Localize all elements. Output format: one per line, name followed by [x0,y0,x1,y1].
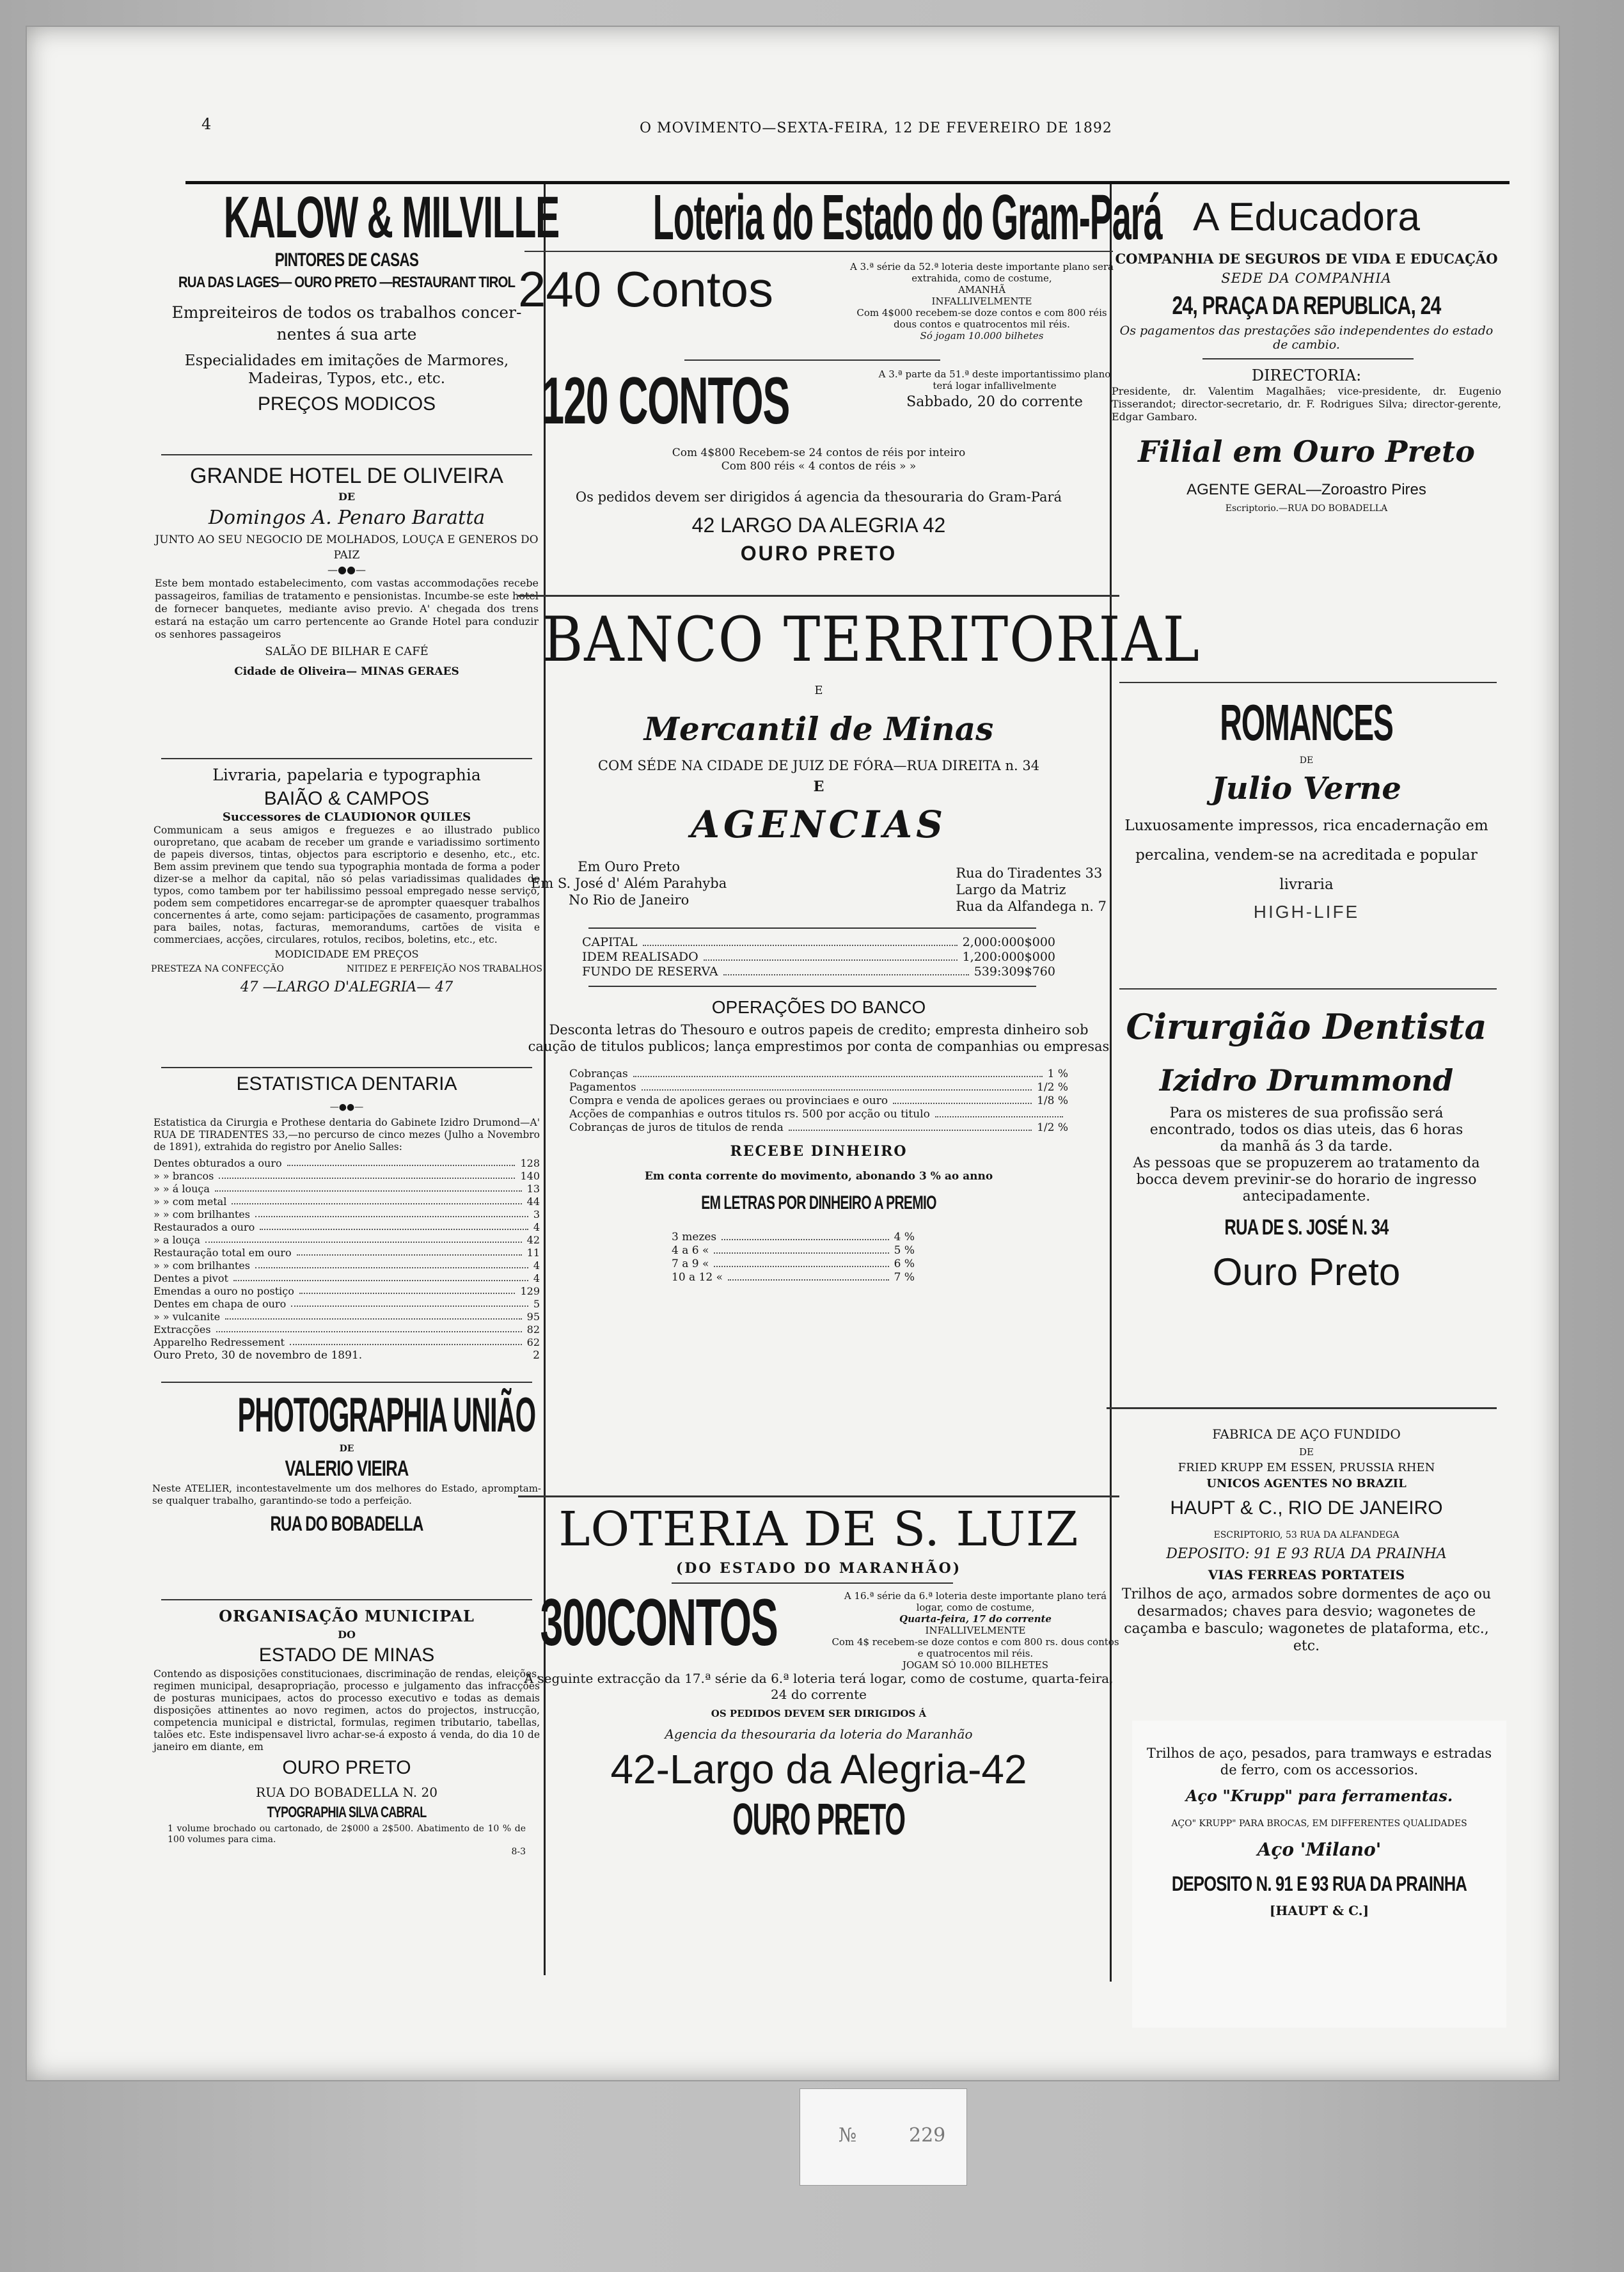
educadora-address: 24, PRAÇA DA REPUBLICA, 24 [1172,292,1441,320]
estatistica-label: » » com brilhantes [154,1208,250,1220]
estatistica-label: Emendas a ouro no postiço [154,1285,294,1297]
banco-agency-city-3: No Rio de Janeiro [568,892,690,908]
banco-ad [512,601,1201,1284]
krupp-line-11: Aço 'Milano' [1257,1839,1382,1860]
sao-luiz-city: OURO PRETO [732,1794,905,1844]
estatistica-label: Restaurados a ouro [154,1221,255,1233]
banco-operations-title: OPERAÇÕES DO BANCO [711,997,926,1017]
sao-luiz-address: 42-Largo da Alegria-42 [610,1746,1027,1792]
krupp-line-3: FRIED KRUPP EM ESSEN, PRUSSIA RHEN [1178,1461,1435,1474]
estatistica-date-row [148,1349,545,1362]
gram-para-240-line-1: A 3.ª série da 52.ª loteria deste importante plano será extrahida, como de costume, [850,261,1114,284]
krupp-body-2: Trilhos de aço, pesados, para tramways e estradas de ferro, com os accessorios. [1146,1746,1492,1778]
photo-body: Neste ATELIER, incontestavelmente um dos melhores do Estado, apromptam-se qualquer trabalho, garantindo-se todo a perfeição. [152,1483,541,1506]
estatistica-label: Apparelho Redressement [154,1336,285,1348]
divider [161,1382,532,1383]
estatistica-label: Dentes em chapa de ouro [154,1298,287,1310]
gram-para-240-line-4: Com 4$000 recebem-se doze contos e com 800 réis dous contos e quatrocentos mil réis. [856,307,1107,330]
educadora-note: Os pagamentos das prestações são independentes do estado de cambio. [1119,324,1494,352]
org-mark: 8-3 [511,1847,526,1857]
banco-capital-label: FUNDO DE RESERVA [582,965,718,979]
estatistica-row [154,1157,540,1170]
banco-capital-row [582,965,1055,979]
banco-fee-value: 1/8 % [1037,1094,1068,1107]
leader-dots [287,1157,516,1166]
educadora-ad [1107,185,1506,517]
banco-e-2: E [813,778,824,795]
educadora-directors: Presidente, dr. Valentim Magalhães; vice-presidente, dr. Eugenio Tisserandot; director-secretario, dr. F. Rodrigues Silva; director-gerente, Edgar Gambaro. [1112,385,1501,423]
romances-shop: HIGH-LIFE [1253,902,1360,922]
banco-capital-row [582,935,1055,950]
dentista-name: Izidro Drummond [1159,1063,1454,1098]
krupp-line-1: FABRICA DE AÇO FUNDIDO [1212,1426,1401,1442]
estatistica-value: 82 [526,1323,540,1336]
educadora-directoria: DIRECTORIA: [1251,367,1362,384]
kalow-line-2: nentes á sua arte [276,325,417,343]
kalow-address: RUA DAS LAGES— OURO PRETO —RESTAURANT TIROL [178,274,516,291]
sao-luiz-next: A seguinte extracção da 17.ª série da 6.ª loteria terá logar, como de costume, quarta-feira, 24 do corrente [524,1671,1114,1702]
estatistica-label: » » com brilhantes [154,1259,250,1272]
estatistica-value: 3 [533,1208,540,1220]
estatistica-row [154,1195,540,1208]
sao-luiz-300-text [832,1590,1119,1671]
divider [161,454,532,455]
banco-fee-label: Pagamentos [569,1081,636,1094]
divider [518,1495,1119,1497]
org-city: OURO PRETO [282,1757,411,1778]
masthead: O MOVIMENTO—SEXTA-FEIRA, 12 DE FEVEREIRO DE 1892 [640,120,1112,136]
banco-rates-table [512,1222,1126,1284]
leader-dots [714,1244,888,1254]
banco-fee-label: Acções de companhias e outros titulos rs. 500 por acção ou titulo [569,1108,930,1121]
org-price: 1 volume brochado ou cartonado, de 2$000 a 2$500. Abatimento de 10 % de 100 volumes para cima. [168,1824,526,1845]
sao-luiz-title: LOTERIA DE S. LUIZ [558,1502,1079,1557]
gram-para-240 [512,257,1126,347]
romances-body: Luxuosamente impressos, rica encadernação em percalina, vendem-se na acreditada e popular livraria [1124,817,1488,893]
estatistica-date: Ouro Preto, 30 de novembro de 1891. [154,1349,363,1362]
dentista-address: RUA DE S. JOSÉ N. 34 [1224,1215,1389,1240]
estatistica-value: 128 [520,1157,540,1169]
leader-dots [232,1195,521,1204]
estatistica-value: 4 [533,1272,540,1284]
baiao-ad [148,763,545,1000]
banco-rate-row [672,1244,915,1258]
page-number: 4 [201,115,212,133]
krupp-line-12: DEPOSITO N. 91 E 93 RUA DA PRAINHA [1171,1872,1467,1895]
leader-dots [723,965,969,975]
banco-rate-row [672,1271,915,1284]
hotel-salon: SALÃO DE BILHAR E CAFÉ [265,645,429,658]
sao-luiz-orders: OS PEDIDOS DEVEM SER DIRIGIDOS Á [711,1708,927,1719]
leader-dots [290,1336,522,1345]
estatistica-value: 62 [526,1336,540,1348]
hotel-owner: Domingos A. Penaro Baratta [208,507,485,529]
estatistica-label: Extracções [154,1323,211,1336]
gram-para-240-line-2: AMANHÃ [958,284,1006,296]
leader-dots [225,1311,522,1320]
divider [161,1599,532,1600]
banco-fee-value: 1/2 % [1037,1121,1068,1134]
gram-para-city: OURO PRETO [740,542,897,565]
gram-para-orders: Os pedidos devem ser dirigidos á agencia da thesouraria do Gram-Pará [575,489,1062,505]
leader-dots [714,1258,888,1267]
estatistica-row [154,1272,540,1285]
org-title: ORGANISAÇÃO MUNICIPAL [219,1607,475,1625]
dentista-ad [1107,998,1506,1295]
estatistica-label: Dentes a pivot [154,1272,228,1284]
kalow-line-3: Especialidades em imitações de Marmores, [184,352,509,369]
banco-fee-row [569,1094,1068,1108]
estatistica-label: » » brancos [154,1170,214,1182]
org-address: RUA DO BOBADELLA N. 20 [256,1785,438,1800]
dentista-body-1: Para os misteres de sua profissão será encontrado, todos os dias uteis, das 6 horas da manhã ás 3 da tarde. [1149,1105,1463,1155]
banco-fee-value: 1 % [1047,1068,1068,1080]
kalow-line-1: Empreiteiros de todos os trabalhos concer- [171,303,522,322]
leader-dots [935,1108,1063,1117]
leader-dots [260,1221,528,1230]
sao-luiz-line-3: INFALLIVELMENTE [925,1625,1026,1636]
banco-agency-city-1: Em Ouro Preto [578,859,680,874]
gram-para-120-big: 120 CONTOS [541,364,790,438]
estatistica-row [154,1221,540,1234]
banco-agency-streets [956,858,1107,915]
divider [1107,1407,1497,1409]
banco-rate-row [672,1258,915,1271]
leader-dots [643,935,958,946]
krupp-line-7: DEPOSITO: 91 E 93 RUA DA PRAINHA [1166,1546,1447,1562]
banco-rate-value: 6 % [894,1258,915,1270]
kalow-prices: PREÇOS MODICOS [257,393,436,414]
estatistica-value: 5 [533,1298,540,1310]
banco-fee-label: Cobranças de juros de titulos de renda [569,1121,784,1134]
divider [684,359,940,361]
estatistica-table [148,1153,545,1349]
banco-capital-value: 1,200:000$000 [962,950,1055,964]
estatistica-row [154,1247,540,1259]
educadora-agent: AGENTE GERAL—Zoroastro Pires [1186,481,1426,498]
estatistica-value: 11 [526,1247,540,1259]
kalow-title: KALOW & MILVILLE [223,185,559,250]
divider [161,758,532,759]
banco-fee-label: Compra e venda de apolices geraes ou provinciaes e ouro [569,1094,888,1107]
banco-agency-street-1: Rua do Tiradentes 33 [956,865,1103,881]
leader-dots [789,1121,1032,1131]
baiao-successors: Successores de CLAUDIONOR QUILES [222,810,471,824]
divider [524,251,1113,252]
sao-luiz-agency: Agencia da thesouraria da loteria do Maranhão [665,1726,973,1742]
estatistica-value: 95 [526,1311,540,1323]
baiao-slogan-right: NITIDEZ E PERFEIÇÃO NOS TRABALHOS [346,964,542,974]
banco-agency-street-2: Largo da Matriz [956,882,1066,897]
estatistica-value: 4 [533,1259,540,1272]
divider [1119,988,1497,990]
gram-para-120-text [870,368,1119,413]
gram-para-price [512,446,1126,473]
banco-fee-label: Cobranças [569,1068,628,1080]
leader-dots [299,1285,516,1294]
org-typography: TYPOGRAPHIA SILVA CABRAL [267,1804,427,1821]
leader-dots [704,950,958,961]
krupp-line-2: DE [1299,1446,1314,1458]
banco-agency-cities [531,858,727,915]
estatistica-row [154,1323,540,1336]
estatistica-row [154,1183,540,1195]
banco-receives-body: Em conta corrente do movimento, abonando 3 % ao anno [644,1170,993,1183]
photo-ad [148,1388,545,1540]
hotel-de: DE [338,491,356,503]
banco-rate-label: 4 a 6 « [672,1244,709,1257]
gram-para-ad [512,182,1162,253]
banco-sede: COM SÉDE NA CIDADE DE JUIZ DE FÓRA—RUA DIREITA n. 34 [597,758,1040,773]
leader-dots [205,1234,522,1243]
banco-agency-list [512,852,1126,915]
baiao-address: 47 —LARGO D'ALEGRIA— 47 [240,979,453,995]
divider [161,1067,532,1068]
hotel-line-2: PAIZ [333,549,360,562]
krupp-line-9: Aço "Krupp" para ferramentas. [1185,1787,1453,1805]
leader-dots [255,1208,528,1217]
leader-dots [893,1094,1032,1104]
hotel-ornament: —●●— [327,564,366,576]
divider [518,595,1119,597]
banco-rate-value: 7 % [894,1271,915,1284]
banco-fee-row [569,1121,1068,1135]
estatistica-row [154,1234,540,1247]
leader-dots [219,1170,515,1179]
educadora-title: A Educadora [1192,195,1421,239]
banco-capital-row [582,950,1055,965]
org-ad [148,1605,545,1858]
romances-author: Julio Verne [1211,771,1401,807]
estatistica-value: 13 [526,1183,540,1195]
estatistica-row [154,1298,540,1311]
baiao-slogan-left: PRESTEZA NA CONFECÇÃO [151,964,284,974]
kalow-ad [148,185,559,418]
banco-subtitle: Mercantil de Minas [643,710,994,748]
banco-letras: EM LETRAS POR DINHEIRO A PREMIO [701,1192,936,1213]
estatistica-label: » » á louça [154,1183,210,1195]
sao-luiz-300 [512,1588,1126,1671]
org-do: DO [338,1629,356,1641]
banco-e: E [814,684,823,697]
gram-para-price-1: Com 4$800 Recebem-se 24 contos de réis por inteiro [672,446,966,459]
estatistica-label: » a louça [154,1234,201,1246]
gram-para-240-line-3: INFALLIVELMENTE [931,296,1032,307]
divider [672,1582,953,1584]
banco-rate-value: 4 % [894,1231,915,1243]
divider [588,927,1036,929]
hotel-title: GRANDE HOTEL DE OLIVEIRA [190,464,503,488]
gram-para-title: Loteria do Estado do Gram-Pará [652,182,1162,253]
org-body: Contendo as disposições constitucionaes, discriminação de rendas, eleições, regimen municipal, desapropriação, processo e julgamento das infracções de posturas municipaes, actos do processo executivo e todas as demais disposições attinentes ao novo regimen, actos do projectos, instrucção, competencia municipal e districtal, formulas, regimen tributario, tabellas, talões etc. Este indispensavel livro achar-se-á exposto á venda, do dia 10 de janeiro em diante, em [154,1668,540,1753]
krupp-inset [1132,1721,1506,2028]
krupp-ad [1107,1423,1506,1655]
kalow-sub: PINTORES DE CASAS [274,249,419,271]
dentista-city: Ouro Preto [1212,1250,1401,1293]
kalow-line-4: Madeiras, Typos, etc., etc. [248,370,446,387]
divider [1202,358,1414,359]
estatistica-ornament: —●●— [329,1102,364,1112]
krupp-line-13: [HAUPT & C.] [1269,1903,1369,1918]
sao-luiz-subtitle: (DO ESTADO DO MARANHÃO) [675,1560,962,1577]
estatistica-value: 44 [526,1195,540,1208]
hotel-city: Cidade de Oliveira— MINAS GERAES [234,665,459,678]
krupp-body-1: Trilhos de aço, armados sobre dormentes de aço ou desarmados; chaves para desvio; wagonetes de caçamba e basculo; wagonetes de plataforma, etc., etc. [1121,1586,1492,1654]
stub-number: 229 [909,2124,946,2147]
leader-dots [216,1323,522,1332]
leader-dots [297,1247,522,1256]
archive-stub [800,2088,967,2186]
estatistica-value: 129 [520,1285,540,1297]
estatistica-value: 4 [533,1221,540,1233]
dentista-body-2: As pessoas que se propuzerem ao tratamento da bocca devem previnir-se do horario de ingresso antecipadamente. [1133,1155,1480,1204]
romances-ad [1107,691,1506,925]
estatistica-value: 140 [520,1170,540,1182]
banco-rate-label: 3 mezes [672,1231,717,1243]
banco-fee-value: 1/2 % [1037,1081,1068,1094]
divider [1119,682,1497,683]
educadora-filial: Filial em Ouro Preto [1138,434,1475,469]
educadora-subtitle: COMPANHIA DE SEGUROS DE VIDA E EDUCAÇÃO [1115,251,1498,267]
estatistica-ad [148,1071,545,1362]
banco-fee-row [569,1108,1068,1121]
dentista-title: Cirurgião Dentista [1126,1006,1487,1047]
gram-para-120-line-1: A 3.ª parte da 51.ª deste importantissimo plano terá logar infallivelmente [878,368,1111,391]
banco-receives: RECEBE DINHEIRO [730,1143,908,1160]
leader-dots [215,1183,522,1192]
sao-luiz-line-1: A 16.ª série da 6.ª loteria deste importante plano terá logar, como de costume, [844,1590,1107,1613]
krupp-inset-text [1132,1745,1506,1920]
banco-capital-value: 539:309$760 [974,965,1055,979]
leader-dots [255,1259,528,1268]
photo-address: RUA DO BOBADELLA [270,1512,423,1535]
banco-operations-body: Desconta letras do Thesouro e outros papeis de credito; empresta dinheiro sob caução de titulos publicos; lança emprestimos por conta de companhias ou empresas [528,1022,1110,1054]
banco-fees-table [512,1055,1126,1135]
photo-title: PHOTOGRAPHIA UNIÃO [237,1388,536,1442]
gram-para-240-line-5: Só jogam 10.000 bilhetes [920,330,1044,342]
estatistica-row [154,1208,540,1221]
hotel-body: Este bem montado estabelecimento, com vastas accommodações recebe passageiros, familias de tratamento e pensionistas. Incumbe-se este hotel de fornecer banquetes, mediante aviso previo. A' chegada dos trens estará na estação um carro pertencente ao Grande Hotel para conduzir os senhores passageiros [155,577,539,640]
sao-luiz-300-big: 300CONTOS [540,1586,778,1660]
romances-de: DE [1299,755,1314,766]
estatistica-intro: Estatistica da Cirurgia e Prothese dentaria do Gabinete Izidro Drumond—A' RUA DE TIRADENTES 33,—no percurso de cinco mezes (Julho a Novembro de 1891), extrahida do registro por Anelio Salles: [154,1117,540,1153]
estatistica-value: 42 [526,1234,540,1246]
photo-name: VALERIO VIEIRA [285,1456,409,1481]
estatistica-row [154,1259,540,1272]
gram-para-address: 42 LARGO DA ALEGRIA 42 [691,514,946,537]
leader-dots [642,1081,1032,1091]
krupp-line-10: AÇO" KRUPP" PARA BROCAS, EM DIFFERENTES QUALIDADES [1171,1818,1467,1829]
stub-label: № [839,2124,857,2147]
gram-para-agency [512,486,1126,564]
estatistica-row [154,1311,540,1323]
banco-rate-label: 10 a 12 « [672,1271,723,1284]
banco-fee-row [569,1081,1068,1094]
banco-agencias: AGENCIAS [691,803,947,846]
gram-para-price-2: Com 800 réis « 4 contos de réis » » [721,460,917,473]
hotel-line: JUNTO AO SEU NEGOCIO DE MOLHADOS, LOUÇA E GENEROS DO [155,533,539,546]
gram-para-120 [512,366,1126,443]
estatistica-row [154,1336,540,1349]
estatistica-date-value: 2 [533,1349,540,1362]
krupp-line-6: ESCRIPTORIO, 53 RUA DA ALFANDEGA [1213,1530,1399,1540]
krupp-line-8: VIAS FERREAS PORTATEIS [1208,1567,1405,1582]
banco-rate-label: 7 a 9 « [672,1258,709,1270]
leader-dots [721,1231,888,1240]
krupp-line-5: HAUPT & C., RIO DE JANEIRO [1170,1497,1443,1519]
sao-luiz-line-4: Com 4$ recebem-se doze contos e com 800 rs. dous contos e quatrocentos mil réis. [832,1636,1119,1659]
sao-luiz-line-5: JOGAM SÓ 10.000 BILHETES [902,1659,1049,1671]
krupp-line-4: UNICOS AGENTES NO BRAZIL [1206,1477,1407,1490]
estatistica-row [154,1170,540,1183]
romances-title: ROMANCES [1220,694,1393,751]
leader-dots [233,1272,528,1281]
gram-para-120-line-2: Sabbado, 20 do corrente [906,394,1083,410]
estatistica-label: Dentes obturados a ouro [154,1157,282,1169]
baiao-top: Livraria, papelaria e typographia [212,766,481,784]
banco-fee-row [569,1068,1068,1081]
educadora-office: Escriptorio.—RUA DO BOBADELLA [1225,503,1388,514]
banco-capital-table [512,935,1126,979]
leader-dots [291,1298,528,1307]
baiao-title: BAIÃO & CAMPOS [264,788,430,809]
baiao-slogans [148,963,545,975]
sao-luiz-line-2: Quarta-feira, 17 do corrente [899,1613,1052,1625]
estatistica-label: Restauração total em ouro [154,1247,292,1259]
baiao-body: Communicam a seus amigos e freguezes e ao illustrado publico ouropretano, que acabam de receber um grande e variadissimo sortimento de papeis diversos, tintas, objectos para escriptorio e desenho, etc., etc. Bem assim previnem que tendo sua typographia montada de forma a poder dizer-se a melhor da capital, não só pelas variadissimas qualidades de typos, como tambem por ter habilissimo pessoal empregado nesse serviço, podem sem competidores encarregar-se de aprompter quaesquer trabalhos concernentes á arte, como sejam: participações de casamento, programmas para bailes, notas, facturas, memorandums, cartões de visita e commerciaes, acções, circulares, rotulos, recibos, boletins, etc., etc. [154,824,540,945]
educadora-sede: SEDE DA COMPANHIA [1221,271,1392,286]
divider [588,986,1036,987]
banco-title: BANCO TERRITORIAL [542,604,1201,675]
banco-capital-label: CAPITAL [582,935,638,949]
baiao-modicidade: MODICIDADE EM PREÇOS [274,948,419,960]
estatistica-label: » » com metal [154,1195,227,1208]
banco-rate-row [672,1231,915,1244]
leader-dots [633,1068,1043,1077]
gram-para-240-big: 240 Contos [518,261,773,317]
org-state: ESTADO DE MINAS [258,1645,435,1666]
estatistica-label: » » vulcanite [154,1311,221,1323]
sao-luiz-ad [512,1501,1126,1843]
leader-dots [728,1271,889,1281]
hotel-ad [148,462,545,681]
banco-capital-value: 2,000:000$000 [962,935,1055,949]
banco-agency-city-2: Em S. José d' Além Parahyba [531,876,727,891]
estatistica-row [154,1285,540,1298]
estatistica-title: ESTATISTICA DENTARIA [236,1073,457,1094]
banco-capital-label: IDEM REALISADO [582,950,698,964]
gram-para-240-text [844,261,1119,342]
banco-rate-value: 5 % [894,1244,915,1257]
banco-agency-street-3: Rua da Alfandega n. 7 [956,899,1107,914]
photo-de: DE [339,1444,354,1454]
